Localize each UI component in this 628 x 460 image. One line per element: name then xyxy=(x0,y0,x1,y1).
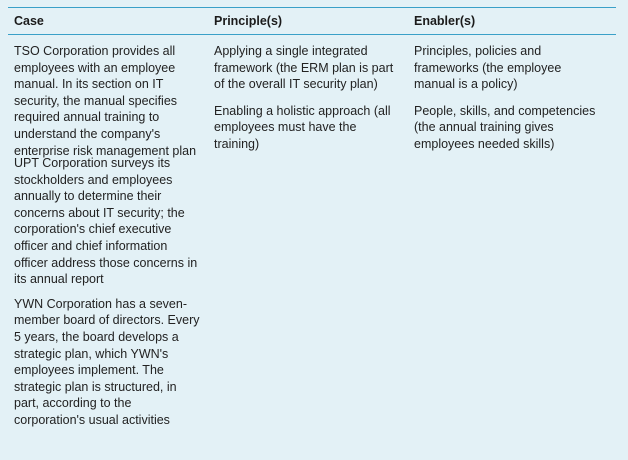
case-cell: UPT Corporation surveys its stockholders and employees annually to determine their concerns about IT security; the corporation's chief executive officer and chief information officer address those concerns in its annual report xyxy=(14,156,198,287)
case-cell: TSO Corporation provides all employees with an employee manual. In its section on IT security, the manual specifies required annual training to understand the company's enterprise risk management plan xyxy=(14,44,197,158)
table-row xyxy=(8,288,616,429)
enablers-cell xyxy=(408,43,616,152)
principles-cell xyxy=(208,296,408,429)
header-enablers: Enabler(s) xyxy=(414,14,476,28)
principles-cell xyxy=(208,155,408,288)
case-table xyxy=(8,7,616,429)
case-cell: YWN Corporation has a seven- member board of directors. Every 5 years, the board develops a strategic plan, which YWN's employees implement. The strategic plan is structured, in part, according to the corporation's usual activities xyxy=(14,296,200,427)
principle-text: Applying a single integrated framework (the ERM plan is part of the overall IT security plan) xyxy=(214,44,394,92)
table-row xyxy=(8,152,616,288)
enablers-cell xyxy=(408,155,616,288)
header-case: Case xyxy=(14,14,44,28)
enabler-text: Principles, policies and frameworks (the employee manual is a policy) xyxy=(414,44,562,92)
table-row xyxy=(8,35,616,158)
enabler-text: People, skills, and competencies (the annual training gives employees needed skills) xyxy=(414,103,596,151)
header-row xyxy=(8,8,616,34)
enablers-cell xyxy=(408,296,616,429)
principles-cell xyxy=(208,43,408,152)
header-principles: Principle(s) xyxy=(214,14,283,28)
principle-text: Enabling a holistic approach (all employees must have the training) xyxy=(214,103,391,151)
